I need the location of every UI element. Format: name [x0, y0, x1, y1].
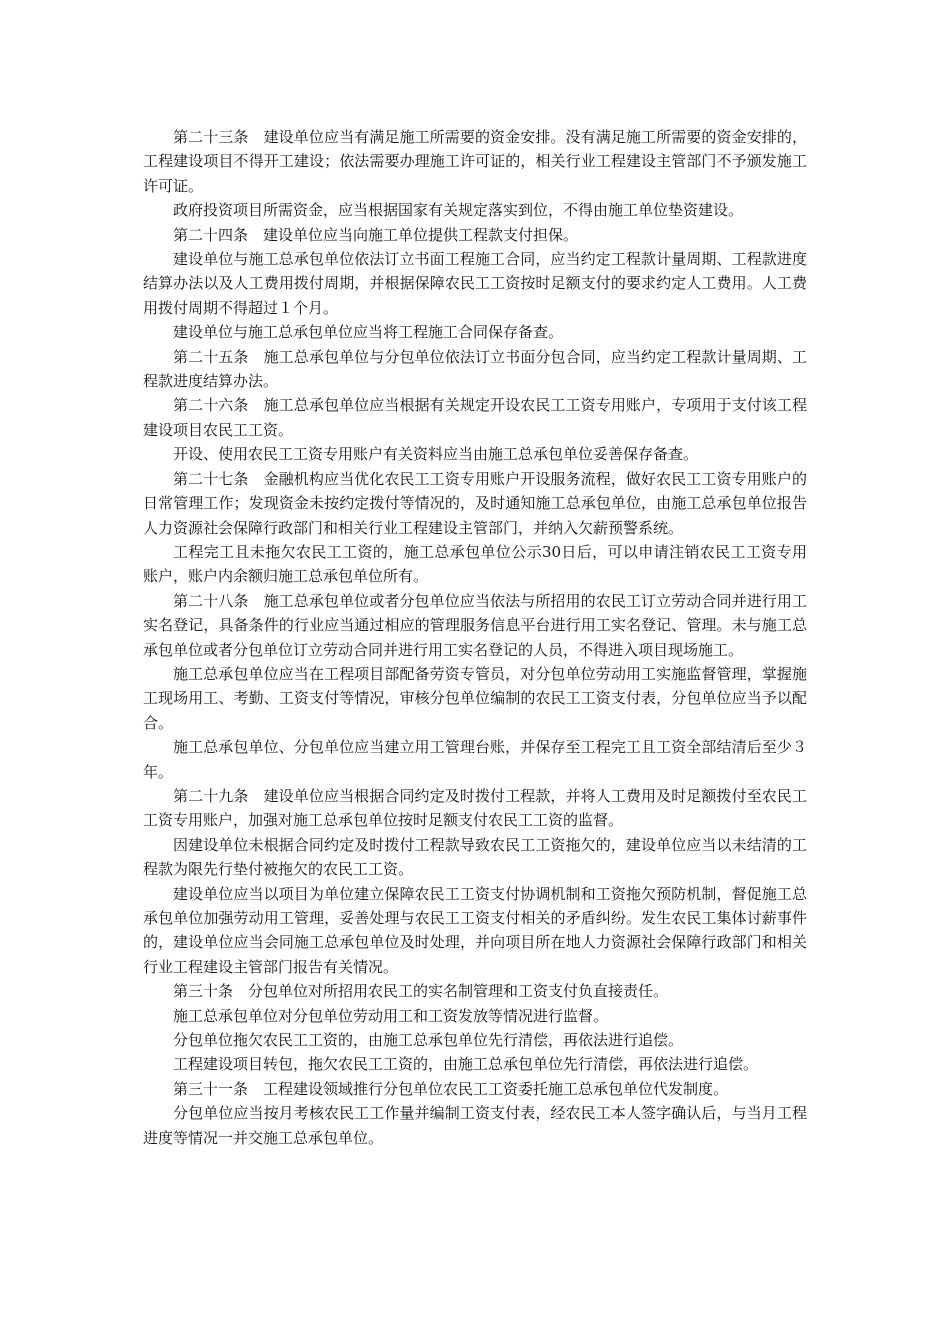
document-body	[143, 125, 807, 1150]
paragraph: 第三十条 分包单位对所招用农民工的实名制管理和工资支付负直接责任。	[173, 982, 669, 1001]
paragraph: 第二十三条 建设单位应当有满足施工所需要的资金安排。没有满足施工所需要的资金安排的，工程建设项目不得开工建设；依法需要办理施工许可证的，相关行业工程建设主管部门不予颁发施工许可证。	[143, 128, 807, 195]
paragraph: 第二十七条 金融机构应当优化农民工工资专用账户开设服务流程，做好农民工工资专用账户的日常管理工作；发现资金未按约定拨付等情况的，及时通知施工总承包单位，由施工总承包单位报告人力资源社会保障行政部门和相关行业工程建设主管部门，并纳入欠薪预警系统。	[143, 469, 807, 537]
paragraph: 施工总承包单位对分包单位劳动用工和工资发放等情况进行监督。	[173, 1006, 609, 1025]
paragraph: 第二十八条 施工总承包单位或者分包单位应当依法与所招用的农民工订立劳动合同并进行用工实名登记，具备条件的行业应当通过相应的管理服务信息平台进行用工实名登记、管理。未与施工总承包单位或者分包单位订立劳动合同并进行用工实名登记的人员，不得进入项目现场施工。	[143, 591, 807, 659]
paragraph: 建设单位与施工总承包单位依法订立书面工程施工合同，应当约定工程款计量周期、工程款进度结算办法以及人工费用拨付周期，并根据保障农民工工资按时足额支付的要求约定人工费用。人工费用拨付周期不得超过１个月。	[143, 250, 807, 317]
paragraph: 政府投资项目所需资金，应当根据国家有关规定落实到位，不得由施工单位垫资建设。	[173, 201, 744, 220]
paragraph: 第二十五条 施工总承包单位与分包单位依法订立书面分包合同，应当约定工程款计量周期、工程款进度结算办法。	[143, 347, 807, 391]
paragraph: 分包单位拖欠农民工工资的，由施工总承包单位先行清偿，再依法进行追偿。	[173, 1031, 684, 1050]
paragraph: 分包单位应当按月考核农民工工作量并编制工资支付表，经农民工本人签字确认后，与当月工程进度等情况一并交施工总承包单位。	[143, 1104, 807, 1147]
paragraph: 开设、使用农民工工资专用账户有关资料应当由施工总承包单位妥善保存备查。	[173, 445, 699, 464]
paragraph: 第二十六条 施工总承包单位应当根据有关规定开设农民工工资专用账户，专项用于支付该工程建设项目农民工工资。	[143, 396, 807, 439]
paragraph: 第二十九条 建设单位应当根据合同约定及时拨付工程款，并将人工费用及时足额拨付至农民工工资专用账户，加强对施工总承包单位按时足额支付农民工工资的监督。	[143, 786, 807, 830]
paragraph: 第三十一条 工程建设领域推行分包单位农民工工资委托施工总承包单位代发制度。	[173, 1079, 729, 1098]
paragraph: 建设单位与施工总承包单位应当将工程施工合同保存备查。	[173, 323, 564, 342]
paragraph: 因建设单位未根据合同约定及时拨付工程款导致农民工工资拖欠的，建设单位应当以未结清的工程款为限先行垫付被拖欠的农民工工资。	[143, 835, 807, 879]
paragraph: 建设单位应当以项目为单位建立保障农民工工资支付协调机制和工资拖欠预防机制，督促施工总承包单位加强劳动用工管理，妥善处理与农民工工资支付相关的矛盾纠纷。发生农民工集体讨薪事件的，建设单位应当会同施工总承包单位及时处理，并向项目所在地人力资源社会保障行政部门和相关行业工程建设主管部门报告有关情况。	[143, 884, 807, 976]
paragraph: 第二十四条 建设单位应当向施工单位提供工程款支付担保。	[173, 225, 579, 244]
paragraph: 工程完工且未拖欠农民工工资的，施工总承包单位公示30日后，可以申请注销农民工工资专用账户，账户内余额归施工总承包单位所有。	[143, 542, 807, 586]
paragraph: 施工总承包单位、分包单位应当建立用工管理台账，并保存至工程完工且工资全部结清后至少３年。	[143, 738, 807, 781]
paragraph: 施工总承包单位应当在工程项目部配备劳资专管员，对分包单位劳动用工实施监督管理，掌握施工现场用工、考勤、工资支付等情况，审核分包单位编制的农民工工资支付表，分包单位应当予以配合。	[143, 664, 807, 732]
paragraph: 工程建设项目转包，拖欠农民工工资的，由施工总承包单位先行清偿，再依法进行追偿。	[173, 1055, 759, 1074]
